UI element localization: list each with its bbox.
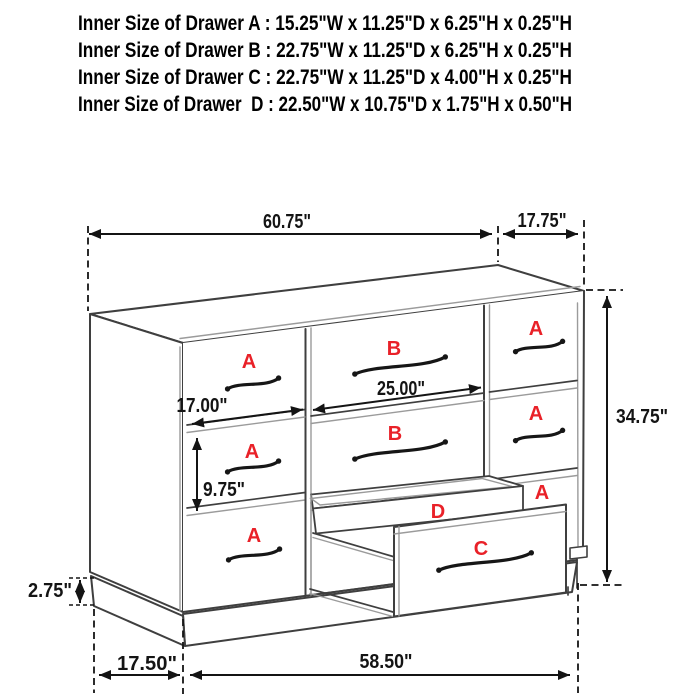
dimension-top-width: 60.75" xyxy=(263,211,311,233)
dimension-drawer-a-height: 9.75" xyxy=(203,479,245,501)
right-side-foot-block xyxy=(570,546,587,559)
spec-line-drawer-c: Inner Size of Drawer C : 22.75"W x 11.25"D x 4.00"H x 0.25"H xyxy=(78,66,572,89)
drawer-label-a3-right: A xyxy=(534,482,550,504)
drawer-label-a3-left: A xyxy=(246,525,262,547)
dimension-base-depth: 17.50" xyxy=(117,653,177,675)
drawer-label-a2-right: A xyxy=(528,403,544,425)
drawer-label-a2-left: A xyxy=(244,441,260,463)
drawer-label-b1: B xyxy=(386,338,402,360)
dimension-drawer-b-width: 25.00" xyxy=(377,378,425,400)
dimension-drawer-a-width: 17.00" xyxy=(176,395,228,417)
spec-line-drawer-b: Inner Size of Drawer B : 22.75"W x 11.25"D x 6.25"H x 0.25"H xyxy=(78,39,572,62)
drawer-label-a1-left: A xyxy=(241,351,257,373)
dimension-overall-height: 34.75" xyxy=(616,406,668,428)
dimension-base-height: 2.75" xyxy=(28,580,72,602)
drawer-label-d: D xyxy=(430,501,446,523)
spec-header xyxy=(78,12,572,116)
drawer-label-a1-right: A xyxy=(528,318,544,340)
spec-line-drawer-a: Inner Size of Drawer A : 15.25"W x 11.25"D x 6.25"H x 0.25"H xyxy=(78,12,572,35)
cabinet-right-edge xyxy=(583,291,584,546)
drawer-label-c: C xyxy=(473,538,489,560)
cabinet-right-edge-inner xyxy=(578,303,579,546)
cabinet-left-side-panel xyxy=(90,314,183,612)
spec-line-drawer-d: Inner Size of Drawer D : 22.50"W x 10.75"D x 1.75"H x 0.50"H xyxy=(78,93,572,116)
drawer-label-b2: B xyxy=(387,423,403,445)
dimension-base-width: 58.50" xyxy=(359,651,413,673)
dimension-top-depth: 17.75" xyxy=(517,210,567,232)
